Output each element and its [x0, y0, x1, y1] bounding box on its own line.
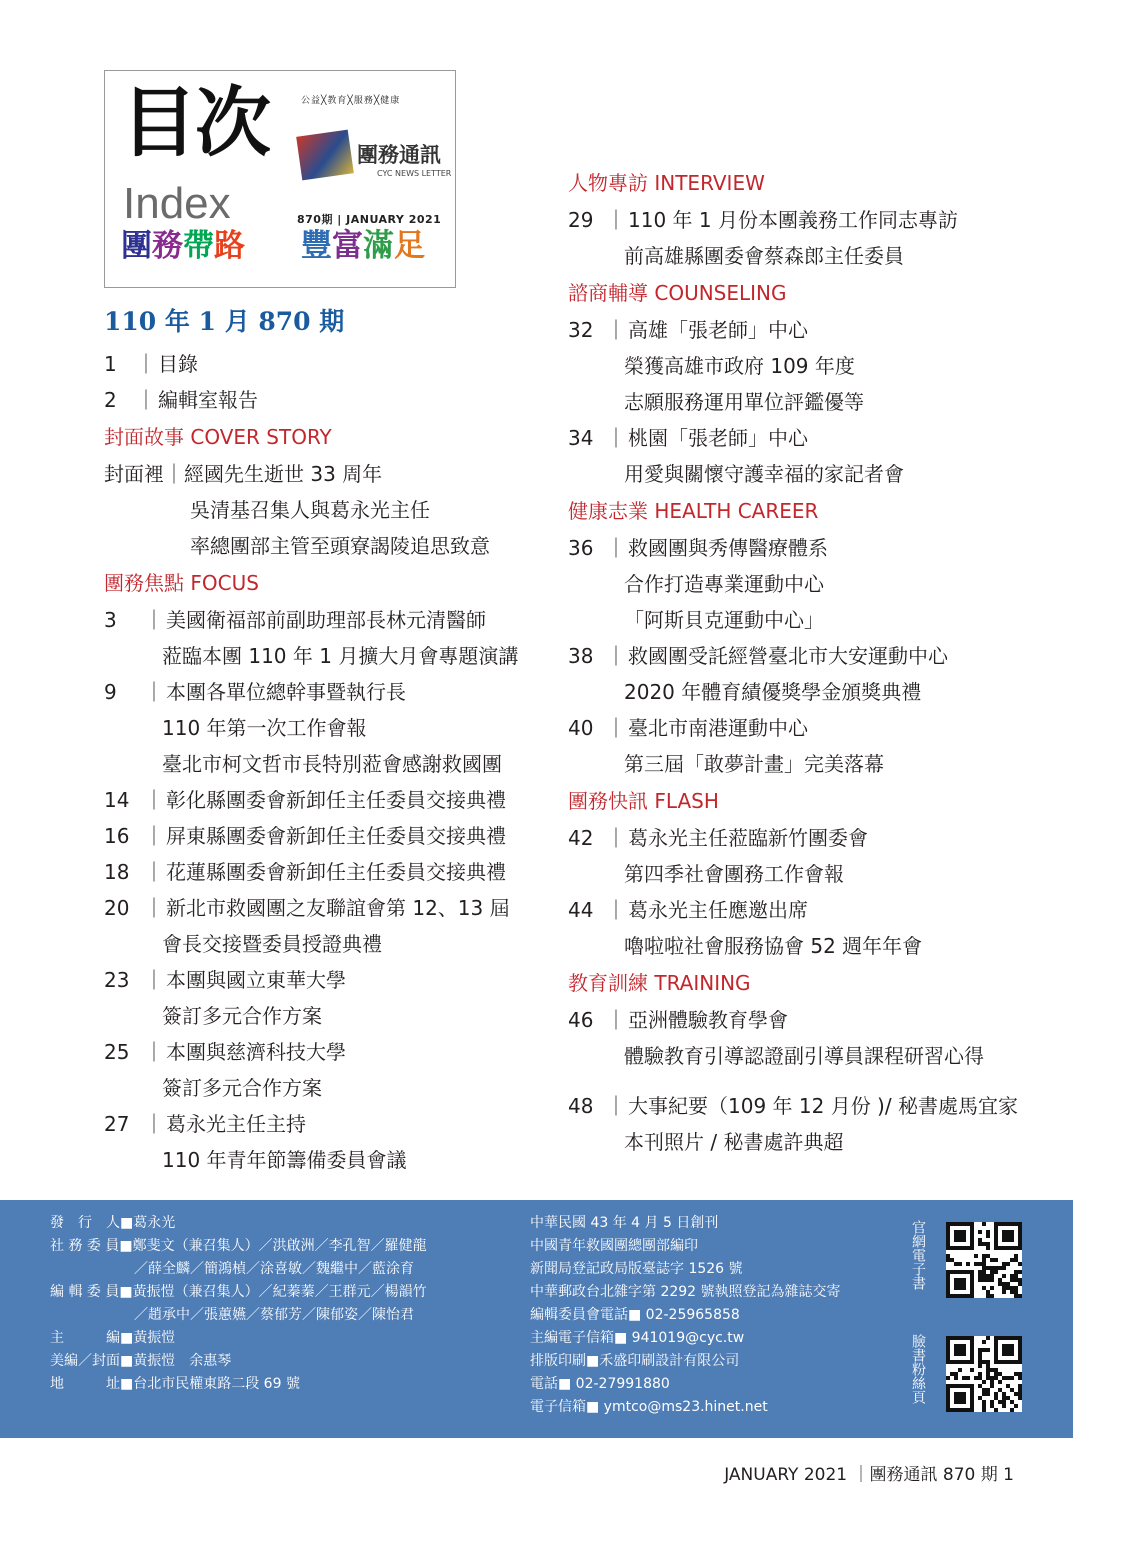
magazine-subtitle: CYC NEWS LETTER: [377, 169, 452, 178]
page-number: 44: [568, 898, 594, 922]
entry-title: 前高雄縣團委會蔡森郎主任委員: [624, 244, 904, 268]
page-number: 23: [104, 968, 130, 992]
slogan-char: 務: [152, 228, 183, 264]
entry-title: 志願服務運用單位評鑑優等: [624, 390, 864, 414]
entry-title: 蒞臨本團 110 年 1 月擴大月會專題演講: [162, 644, 519, 668]
page-number: 16: [104, 824, 130, 848]
slogan-char: 路: [214, 228, 245, 264]
toc-entry-continuation: [568, 928, 1068, 964]
slogan-char: 足: [394, 228, 425, 264]
publication-line: 新聞局登記政局版臺誌字 1526 號: [530, 1261, 743, 1277]
qr-module: [990, 1286, 994, 1290]
entry-title: 臺北市南港運動中心: [628, 716, 808, 740]
toc-entry-continuation: [568, 746, 1068, 782]
entry-title: 第三屆「敢夢計畫」完美落幕: [624, 752, 884, 776]
toc-entry[interactable]: [104, 1034, 544, 1070]
qr-module: [1018, 1376, 1022, 1380]
qr-module: [1014, 1404, 1018, 1408]
separator: ｜: [606, 426, 626, 450]
toc-entry[interactable]: [104, 674, 544, 710]
toc-entry-continuation: [568, 1038, 1068, 1074]
qr-label-website: 官網電子書: [910, 1220, 926, 1290]
publication-line: 編輯委員會電話■ 02-25965858: [530, 1307, 740, 1323]
qr-module: [962, 1400, 966, 1404]
toc-entry-continuation: [104, 1070, 544, 1106]
qr-module: [1018, 1282, 1022, 1286]
masthead-publication-info: [530, 1212, 841, 1419]
logo-index-word: Index: [123, 179, 231, 228]
toc-entry[interactable]: [568, 312, 1068, 348]
page-number: 9: [104, 680, 117, 704]
separator: ｜: [606, 208, 626, 232]
separator: ｜: [606, 536, 626, 560]
publication-line: 電子信箱■ ymtco@ms23.hinet.net: [530, 1399, 768, 1415]
slogan-char: 團: [121, 228, 152, 264]
toc-entry[interactable]: [104, 818, 544, 854]
toc-entry-continuation: [568, 566, 1068, 602]
entry-title: 臺北市柯文哲市長特別蒞會感謝救國團: [162, 752, 502, 776]
qr-module: [1018, 1396, 1022, 1400]
toc-entry[interactable]: [104, 962, 544, 998]
qr-module: [982, 1340, 986, 1344]
entry-title: 率總團部主管至頭寮謁陵追思致意: [190, 534, 490, 558]
toc-entry[interactable]: [104, 854, 544, 890]
qr-label-facebook: 臉書粉絲頁: [910, 1334, 926, 1404]
qr-module: [1010, 1376, 1014, 1380]
separator: ｜: [144, 824, 164, 848]
toc-entry[interactable]: [104, 382, 544, 418]
qr-module: [954, 1376, 958, 1380]
spacer: [568, 1074, 1068, 1088]
masthead-line: 主 編■黃振愷: [50, 1330, 176, 1346]
entry-title: 大事紀要（109 年 12 月份 )/ 秘書處馬宜家: [628, 1094, 1018, 1118]
qr-module: [982, 1380, 986, 1384]
qr-module: [986, 1348, 990, 1352]
page-number: 32: [568, 318, 594, 342]
separator: ｜: [144, 1112, 164, 1136]
page-number: 2: [104, 388, 117, 412]
entry-title: 亞洲體驗教育學會: [628, 1008, 788, 1032]
toc-left-column: [104, 346, 544, 1178]
separator: ｜: [606, 898, 626, 922]
separator: ｜: [606, 826, 626, 850]
toc-entry[interactable]: [568, 710, 1068, 746]
masthead-band: [0, 1200, 1073, 1438]
entry-title: 用愛與關懷守護幸福的家記者會: [624, 462, 904, 486]
toc-entry-continuation: [568, 348, 1068, 384]
toc-entry-continuation: [104, 638, 544, 674]
toc-entry[interactable]: [568, 530, 1068, 566]
publication-line: 主編電子信箱■ 941019@cyc.tw: [530, 1330, 745, 1346]
publication-line: 中華民國 43 年 4 月 5 日創刊: [530, 1215, 719, 1231]
separator: ｜: [144, 788, 164, 812]
entry-title: 「阿斯貝克運動中心」: [624, 608, 824, 632]
separator: ｜: [144, 968, 164, 992]
entry-title: 編輯室報告: [158, 388, 258, 412]
qr-module: [966, 1376, 970, 1380]
entry-title: 經國先生逝世 33 周年: [184, 462, 383, 486]
masthead-line: 社 務 委 員■鄭斐文（兼召集人）／洪啟洲／李孔智／羅健龍: [50, 1238, 427, 1254]
toc-entry[interactable]: [104, 346, 544, 382]
entry-title: 簽訂多元合作方案: [162, 1076, 322, 1100]
facebook-qr-code[interactable]: [946, 1336, 1022, 1412]
qr-module: [958, 1262, 962, 1266]
entry-title: 新北市救國團之友聯誼會第 12、13 屆: [166, 896, 510, 920]
toc-entry[interactable]: [568, 202, 1068, 238]
publication-line: 排版印刷■禾盛印刷設計有限公司: [530, 1353, 740, 1369]
entry-title: 2020 年體育績優獎學金頒獎典禮: [624, 680, 922, 704]
qr-module: [982, 1408, 986, 1412]
page-number: 25: [104, 1040, 130, 1064]
separator: ｜: [144, 608, 164, 632]
entry-title: 彰化縣團委會新卸任主任委員交接典禮: [166, 788, 506, 812]
separator: ｜: [136, 388, 156, 412]
toc-entry[interactable]: [568, 1088, 1068, 1124]
publication-line: 中國青年救國團總團部編印: [530, 1238, 698, 1254]
entry-title: 桃園「張老師」中心: [628, 426, 808, 450]
entry-title: 救國團與秀傳醫療體系: [628, 536, 828, 560]
masthead-line: 發 行 人■葛永光: [50, 1215, 176, 1231]
entry-title: 救國團受託經營臺北市大安運動中心: [628, 644, 948, 668]
separator: ｜: [144, 860, 164, 884]
qr-module: [978, 1364, 982, 1368]
separator: ｜: [606, 644, 626, 668]
entry-title: 葛永光主任主持: [166, 1112, 306, 1136]
qr-module: [1018, 1360, 1022, 1364]
slogan-char: 豐: [301, 228, 332, 264]
qr-module: [994, 1258, 998, 1262]
masthead-line: ／趙承中／張蕙嬿／蔡郁芳／陳郁姿／陳怡君: [50, 1307, 414, 1323]
page-number: 40: [568, 716, 594, 740]
page-number: 20: [104, 896, 130, 920]
separator: ｜: [606, 1094, 626, 1118]
entry-title: 吳清基召集人與葛永光主任: [190, 498, 430, 522]
toc-entry-continuation: [568, 1124, 1068, 1160]
website-qr-code[interactable]: [946, 1222, 1022, 1298]
qr-module: [970, 1294, 974, 1298]
toc-entry-continuation: [568, 602, 1068, 638]
separator: ｜: [144, 896, 164, 920]
entry-title: 屏東縣團委會新卸任主任委員交接典禮: [166, 824, 506, 848]
slogan-right: [301, 228, 425, 264]
entry-title: 花蓮縣團委會新卸任主任委員交接典禮: [166, 860, 506, 884]
qr-module: [962, 1238, 966, 1242]
qr-module: [1010, 1352, 1014, 1356]
entry-title: 會長交接暨委員授證典禮: [162, 932, 382, 956]
section-heading-cover: 封面故事 COVER STORY: [104, 425, 332, 449]
page-number: 18: [104, 860, 130, 884]
masthead-staff: [50, 1212, 427, 1396]
toc-entry[interactable]: [104, 602, 544, 638]
qr-module: [1002, 1266, 1006, 1270]
cover-story-line: [104, 528, 544, 564]
toc-entry[interactable]: [568, 638, 1068, 674]
toc-entry-continuation: [104, 1142, 544, 1178]
toc-entry-continuation: [568, 856, 1068, 892]
entry-title: 體驗教育引導認證副引導員課程研習心得: [624, 1044, 984, 1068]
slogan-left: [121, 228, 245, 264]
page-number: 3: [104, 608, 117, 632]
qr-module: [958, 1368, 962, 1372]
separator: ｜: [606, 716, 626, 740]
qr-module: [970, 1408, 974, 1412]
section-heading-focus: 團務焦點 FOCUS: [104, 571, 259, 595]
entry-title: 高雄「張老師」中心: [628, 318, 808, 342]
qr-module: [1018, 1246, 1022, 1250]
qr-module: [978, 1230, 982, 1234]
section-heading: 健康志業 HEALTH CAREER: [568, 499, 819, 523]
entry-title: 本團與國立東華大學: [166, 968, 346, 992]
masthead-line: 地 址■台北市民權東路二段 69 號: [50, 1376, 300, 1392]
toc-entry[interactable]: [568, 1002, 1068, 1038]
toc-entry[interactable]: [568, 820, 1068, 856]
toc-entry[interactable]: [568, 420, 1068, 456]
entry-title: 本團各單位總幹事暨執行長: [166, 680, 406, 704]
masthead-line: 美編／封面■黃振愷 余惠琴: [50, 1353, 232, 1369]
toc-entry-continuation: [568, 384, 1068, 420]
separator: ｜: [144, 680, 164, 704]
page-number: 46: [568, 1008, 594, 1032]
toc-entry-continuation: [104, 926, 544, 962]
page-number: 36: [568, 536, 594, 560]
magazine-title: 團務通訊: [357, 142, 441, 167]
separator: ｜: [136, 352, 156, 376]
masthead-line: 編 輯 委 員■黃振愷（兼召集人）／紀蓁蓁／王群元／楊韻竹: [50, 1284, 427, 1300]
toc-entry-continuation: [568, 238, 1068, 274]
separator: ｜: [144, 1040, 164, 1064]
entry-title: 第四季社會團務工作會報: [624, 862, 844, 886]
qr-module: [970, 1246, 974, 1250]
page-footer: JANUARY 2021 ｜團務通訊 870 期 1: [724, 1465, 1014, 1485]
entry-title: 110 年 1 月份本團義務工作同志專訪: [628, 208, 958, 232]
qr-module: [966, 1262, 970, 1266]
section-heading: 教育訓練 TRAINING: [568, 971, 751, 995]
logo-title: 目次: [121, 78, 269, 167]
page-number: 48: [568, 1094, 594, 1118]
entry-title: 目錄: [158, 352, 198, 376]
qr-module: [1018, 1294, 1022, 1298]
page-number: 29: [568, 208, 594, 232]
page-number: 14: [104, 788, 130, 812]
issue-title: 110 年 1 月 870 期: [104, 307, 345, 336]
qr-module: [974, 1254, 978, 1258]
slogan-char: 帶: [183, 228, 214, 264]
logo-issue-line: 870期 | JANUARY 2021: [297, 213, 442, 226]
qr-module: [986, 1392, 990, 1396]
toc-entry-continuation: [104, 746, 544, 782]
cover-prefix: 封面裡｜: [104, 462, 184, 486]
qr-module: [1010, 1408, 1014, 1412]
page-number: 27: [104, 1112, 130, 1136]
qr-module: [970, 1368, 974, 1372]
section-heading: 團務快訊 FLASH: [568, 789, 719, 813]
qr-module: [982, 1222, 986, 1226]
page-number: 38: [568, 644, 594, 668]
qr-module: [1006, 1262, 1010, 1266]
qr-module: [986, 1336, 990, 1340]
qr-module: [990, 1384, 994, 1388]
cover-logo: [104, 70, 456, 288]
entry-title: 葛永光主任蒞臨新竹團委會: [628, 826, 868, 850]
qr-module: [994, 1408, 998, 1412]
entry-title: 本刊照片 / 秘書處許典超: [624, 1130, 844, 1154]
entry-title: 合作打造專業運動中心: [624, 572, 824, 596]
qr-module: [962, 1352, 966, 1356]
qr-module: [986, 1234, 990, 1238]
entry-title: 110 年青年節籌備委員會議: [162, 1148, 407, 1172]
entry-title: 嚕啦啦社會服務協會 52 週年年會: [624, 934, 923, 958]
toc-entry-continuation: [104, 710, 544, 746]
entry-title: 美國衛福部前副助理部長林元清醫師: [166, 608, 486, 632]
entry-title: 葛永光主任應邀出席: [628, 898, 808, 922]
qr-module: [1002, 1290, 1006, 1294]
qr-module: [1018, 1262, 1022, 1266]
separator: ｜: [606, 1008, 626, 1032]
qr-module: [990, 1278, 994, 1282]
separator: ｜: [606, 318, 626, 342]
page-number: 42: [568, 826, 594, 850]
qr-module: [986, 1246, 990, 1250]
section-heading: 諮商輔導 COUNSELING: [568, 281, 787, 305]
qr-module: [970, 1360, 974, 1364]
cover-story-line: [104, 492, 544, 528]
entry-title: 本團與慈濟科技大學: [166, 1040, 346, 1064]
masthead-line: ／薛全麟／簡鴻楨／涂喜敏／魏繼中／藍涂育: [50, 1261, 414, 1277]
magazine-cover-thumbnail: [296, 130, 354, 181]
logo-tagline: 公益╳教育╳服務╳健康: [301, 96, 401, 106]
toc-entry-continuation: [568, 674, 1068, 710]
section-heading: 人物專訪 INTERVIEW: [568, 171, 765, 195]
toc-entry-continuation: [104, 998, 544, 1034]
qr-module: [946, 1376, 950, 1380]
cover-story-line[interactable]: [104, 456, 544, 492]
toc-entry[interactable]: [104, 782, 544, 818]
entry-title: 榮獲高雄市政府 109 年度: [624, 354, 855, 378]
toc-entry[interactable]: [104, 1106, 544, 1142]
qr-module: [994, 1270, 998, 1274]
qr-module: [1002, 1274, 1006, 1278]
page-number: 34: [568, 426, 594, 450]
toc-right-column: [568, 164, 1068, 1160]
page-number: 1: [104, 352, 117, 376]
qr-module: [990, 1294, 994, 1298]
publication-line: 中華郵政台北雜字第 2292 號執照登記為雜誌交寄: [530, 1284, 841, 1300]
entry-title: 簽訂多元合作方案: [162, 1004, 322, 1028]
qr-module: [962, 1286, 966, 1290]
qr-module: [1002, 1404, 1006, 1408]
entry-title: 110 年第一次工作會報: [162, 716, 367, 740]
toc-entry-continuation: [568, 456, 1068, 492]
toc-entry[interactable]: [568, 892, 1068, 928]
slogan-char: 滿: [363, 228, 394, 264]
qr-module: [998, 1380, 1002, 1384]
slogan-char: 富: [332, 228, 363, 264]
qr-module: [1010, 1238, 1014, 1242]
qr-module: [1018, 1270, 1022, 1274]
toc-entry[interactable]: [104, 890, 544, 926]
publication-line: 電話■ 02-27991880: [530, 1376, 670, 1392]
